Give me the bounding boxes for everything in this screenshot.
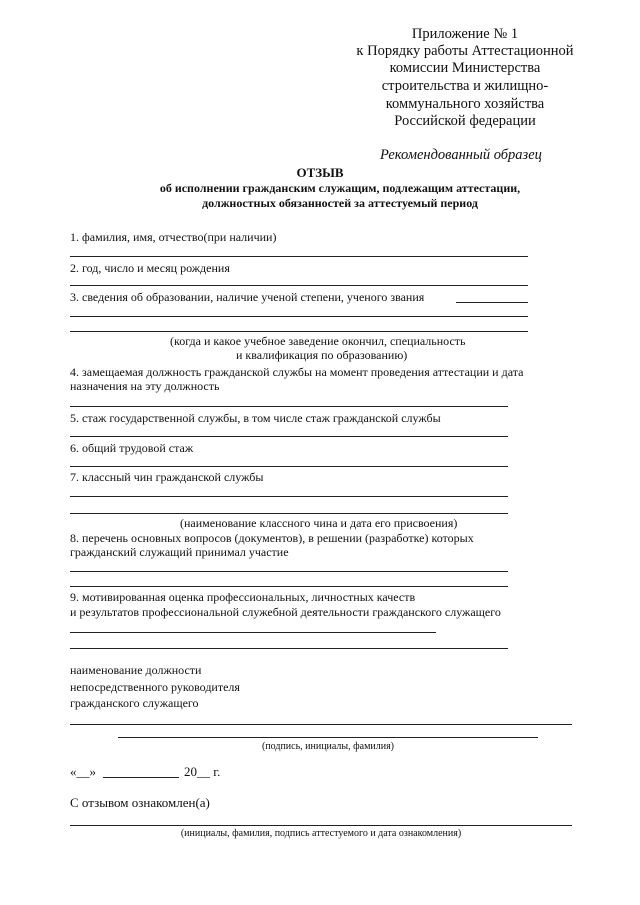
header-line: строительства и жилищно- bbox=[381, 78, 549, 94]
acquainted-hint: (инициалы, фамилия, подпись аттестуемого и дата ознакомления) bbox=[180, 828, 462, 839]
date-month-line bbox=[103, 777, 179, 778]
header-line: Приложение № 1 bbox=[411, 26, 519, 42]
fill-line bbox=[70, 406, 508, 407]
field-education-label: 3. сведения об образовании, наличие ученой степени, ученого звания bbox=[70, 290, 425, 304]
field-work-experience-label: 6. общий трудовой стаж bbox=[70, 441, 194, 455]
field-key-issues-label: 8. перечень основных вопросов (документов), в решении (разработке) которых bbox=[70, 531, 474, 545]
date-year: 20__ г. bbox=[184, 764, 221, 779]
signature-hint: (подпись, инициалы, фамилия) bbox=[261, 741, 395, 752]
fill-line bbox=[70, 586, 508, 587]
field-service-length-label: 5. стаж государственной службы, в том числе стаж гражданской службы bbox=[70, 411, 441, 425]
fill-line bbox=[70, 285, 528, 286]
manager-label: непосредственного руководителя bbox=[70, 680, 240, 694]
sample-label: Рекомендованный образец bbox=[380, 147, 542, 163]
fill-line bbox=[70, 571, 508, 572]
fill-line bbox=[70, 316, 528, 317]
fill-line bbox=[70, 331, 528, 332]
header-line: коммунального хозяйства bbox=[385, 96, 545, 112]
fill-line bbox=[70, 496, 508, 497]
field-full-name-label: 1. фамилия, имя, отчество(при наличии) bbox=[70, 230, 277, 244]
header-line: Российской федерации bbox=[394, 113, 536, 129]
fill-line bbox=[70, 632, 436, 633]
fill-line bbox=[70, 436, 508, 437]
document-subtitle: должностных обязанностей за аттестуемый период bbox=[202, 196, 478, 210]
date-day: «__» bbox=[70, 764, 96, 779]
fill-line bbox=[70, 724, 572, 725]
fill-line bbox=[456, 302, 528, 303]
fill-line bbox=[70, 648, 508, 649]
fill-line bbox=[70, 513, 508, 514]
signature-line bbox=[118, 737, 538, 738]
fill-line bbox=[70, 466, 508, 467]
field-class-rank-hint: (наименование классного чина и дата его присвоения) bbox=[180, 516, 458, 530]
field-education-hint: и квалификация по образованию) bbox=[236, 348, 408, 362]
header-line: к Порядку работы Аттестационной bbox=[356, 43, 574, 59]
header-line: комиссии Министерства bbox=[389, 60, 541, 76]
field-education-hint: (когда и какое учебное заведение окончил, специальность bbox=[170, 334, 466, 348]
field-assessment-label: и результатов профессиональной служебной деятельности гражданского служащего bbox=[70, 605, 501, 619]
field-assessment-label: 9. мотивированная оценка профессиональных, личностных качеств bbox=[70, 590, 416, 604]
field-position-label: 4. замещаемая должность гражданской службы на момент проведения аттестации и дата bbox=[70, 365, 524, 379]
acquainted-label: С отзывом ознакомлен(а) bbox=[70, 795, 210, 810]
document-subtitle: об исполнении гражданским служащим, подлежащим аттестации, bbox=[159, 181, 521, 195]
field-birth-date-label: 2. год, число и месяц рождения bbox=[70, 261, 230, 275]
acquainted-line bbox=[70, 825, 572, 826]
field-position-label: назначения на эту должность bbox=[70, 379, 220, 393]
manager-label: наименование должности bbox=[70, 663, 202, 677]
document-title: ОТЗЫВ bbox=[296, 165, 344, 180]
manager-label: гражданского служащего bbox=[70, 696, 199, 710]
field-key-issues-label: гражданский служащий принимал участие bbox=[70, 545, 289, 559]
fill-line bbox=[70, 256, 528, 257]
field-class-rank-label: 7. классный чин гражданской службы bbox=[70, 470, 264, 484]
